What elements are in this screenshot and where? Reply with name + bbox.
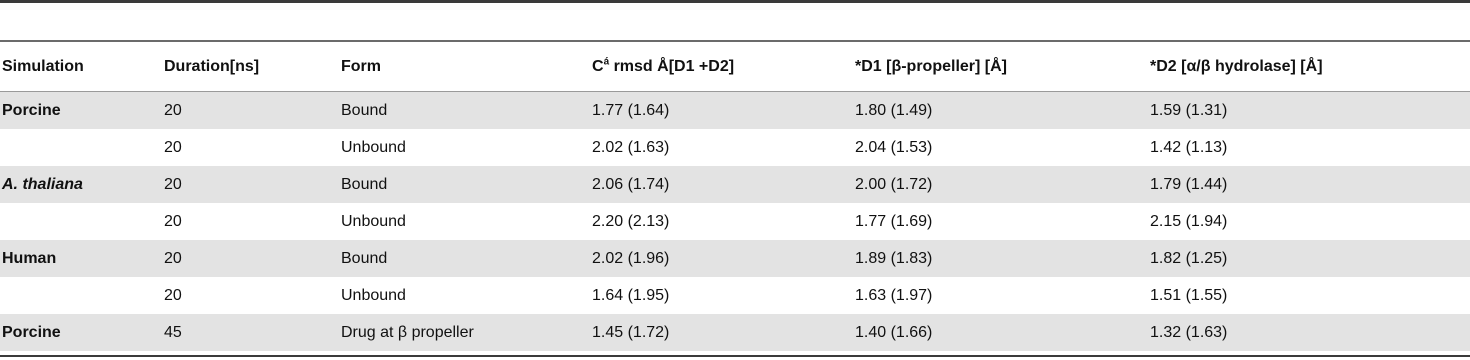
table-bottom-rule [0, 355, 1470, 357]
cell-form: Unbound [341, 138, 406, 156]
cell-ca-rmsd: 2.02 (1.96) [590, 240, 853, 277]
table-row [0, 129, 1470, 166]
cell-form: Unbound [341, 286, 406, 304]
cell-simulation: Porcine [0, 314, 162, 351]
cell-duration: 20 [164, 138, 182, 156]
table-row [0, 277, 1470, 314]
cell-ca-rmsd: 1.45 (1.72) [590, 314, 853, 351]
cell-simulation: Human [0, 240, 162, 277]
cell-ca-rmsd: 2.06 (1.74) [590, 166, 853, 203]
cell-ca-rmsd: 1.77 (1.64) [590, 92, 853, 130]
header-simulation: Simulation [0, 42, 162, 92]
data-table [0, 42, 1470, 351]
cell-duration: 45 [162, 314, 339, 351]
cell-d2: 1.59 (1.31) [1148, 92, 1470, 130]
cell-form: Unbound [341, 212, 406, 230]
cell-duration: 20 [162, 240, 339, 277]
cell-d2: 1.82 (1.25) [1148, 240, 1470, 277]
table-row [0, 166, 1470, 203]
cell-d2: 1.79 (1.44) [1148, 166, 1470, 203]
header-form: Form [339, 42, 590, 92]
cell-ca-rmsd: 1.64 (1.95) [592, 286, 670, 304]
cell-form: Bound [339, 92, 590, 130]
header-d2: *D2 [α/β hydrolase] [Å] [1148, 42, 1470, 92]
table-row [0, 314, 1470, 351]
alpha-superscript: á [603, 56, 610, 68]
table-row [0, 203, 1470, 240]
cell-form: Drug at β propeller [339, 314, 590, 351]
cell-simulation: A. thaliana [0, 166, 162, 203]
cell-d1: 2.00 (1.72) [853, 166, 1148, 203]
cell-duration: 20 [164, 212, 182, 230]
table-row [0, 92, 1470, 130]
header-duration: Duration[ns] [162, 42, 339, 92]
cell-duration: 20 [164, 286, 182, 304]
cell-ca-rmsd: 2.02 (1.63) [592, 138, 670, 156]
cell-duration: 20 [162, 92, 339, 130]
table-top-rule [0, 0, 1470, 3]
cell-d2: 1.51 (1.55) [1150, 286, 1228, 304]
cell-simulation [0, 277, 162, 314]
table-header-row [0, 42, 1470, 92]
cell-form: Bound [339, 166, 590, 203]
cell-form: Bound [339, 240, 590, 277]
cell-d2: 2.15 (1.94) [1150, 212, 1228, 230]
cell-d1: 2.04 (1.53) [855, 138, 933, 156]
cell-simulation [0, 129, 162, 166]
cell-d1: 1.80 (1.49) [853, 92, 1148, 130]
header-d1: *D1 [β-propeller] [Å] [853, 42, 1148, 92]
cell-d2: 1.32 (1.63) [1148, 314, 1470, 351]
cell-d2: 1.42 (1.13) [1150, 138, 1228, 156]
cell-d1: 1.89 (1.83) [853, 240, 1148, 277]
cell-duration: 20 [162, 166, 339, 203]
cell-d1: 1.77 (1.69) [855, 212, 933, 230]
cell-ca-rmsd: 2.20 (2.13) [592, 212, 670, 230]
cell-simulation [0, 203, 162, 240]
cell-d1: 1.40 (1.66) [853, 314, 1148, 351]
cell-simulation: Porcine [0, 92, 162, 130]
table-row [0, 240, 1470, 277]
header-ca-rmsd: $C^á$ rmsd Å[D1 +D2] [590, 42, 853, 92]
cell-d1: 1.63 (1.97) [855, 286, 933, 304]
